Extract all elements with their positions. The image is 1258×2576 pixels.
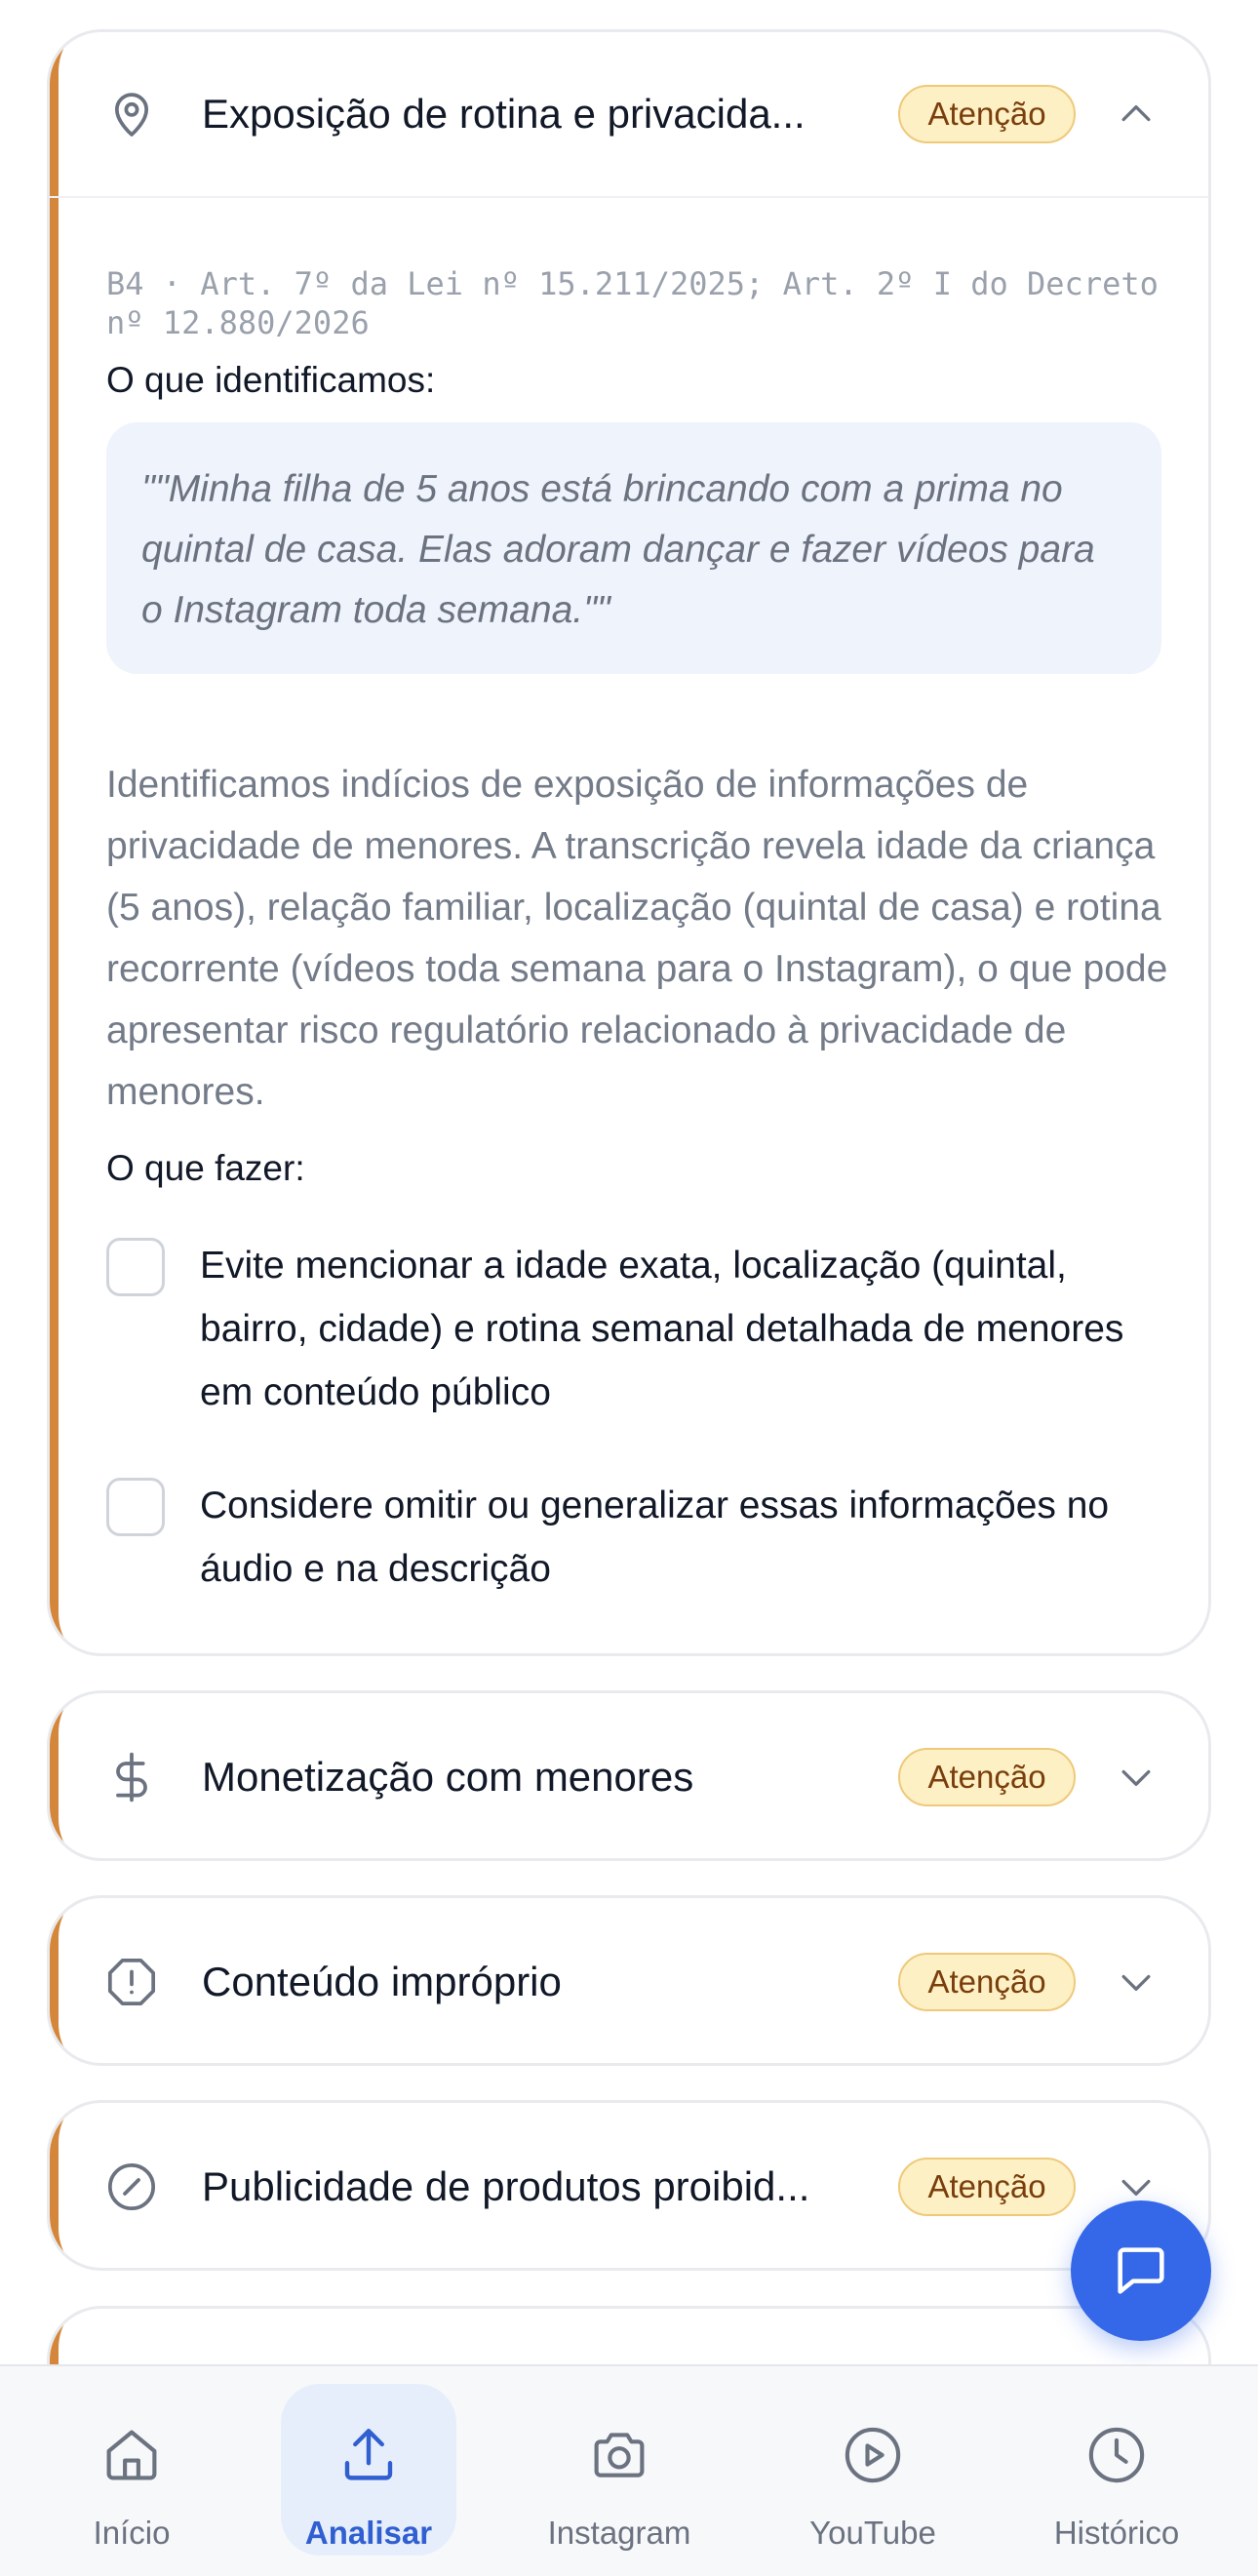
chevron-down-icon[interactable] [1115,1756,1158,1799]
finding-card-header[interactable] [50,32,1208,196]
finding-card-routine-privacy [47,29,1211,1656]
finding-title: Exposição de rotina e privacida... [202,91,806,137]
finding-description: Identificamos indícios de exposição de informações de privacidade de menores. A transcrição revela idade da criança (5 anos), relação familiar, localização (quintal de casa) e rotina recorrente (vídeos toda semana para o Instagram), o que pode apresentar risco regulatório relacionado à privacidade de menores. [106,764,1168,1113]
header-divider [50,196,1208,198]
bottom-nav [0,2364,1258,2576]
chat-fab-button[interactable] [1071,2200,1211,2341]
clock-icon [1084,2423,1149,2487]
todo-checkbox[interactable] [106,1238,165,1296]
finding-title: Monetização com menores [202,1754,694,1800]
finding-card-header[interactable] [50,1693,1208,1861]
todo-item [106,1234,1179,1429]
identified-label: O que identificamos: [106,360,436,400]
play-circle-icon [841,2423,905,2487]
severity-stripe [47,29,90,1656]
finding-card-inappropriate-content[interactable] [47,1895,1211,2066]
finding-card-partial[interactable] [47,2306,1211,2364]
todo-text: Considere omitir ou generalizar essas informações no áudio e na descrição [200,1485,1110,1590]
nav-label: Instagram [547,2515,691,2551]
upload-icon [336,2423,401,2487]
severity-stripe [47,2306,90,2364]
status-badge: Atenção [898,1748,1076,1806]
nav-label: Histórico [1053,2515,1180,2551]
transcript-quote: ""Minha filha de 5 anos está brincando com a prima no quintal de casa. Elas adoram dançar e fazer vídeos para o Instagram toda semana."" [106,422,1161,674]
nav-label: Início [93,2515,171,2551]
todo-item [106,1474,1179,1610]
finding-card-header[interactable] [50,1898,1208,2066]
legal-reference: B4 · Art. 7º da Lei nº 15.211/2025; Art. 2º I do Decreto nº 12.880/2026 [106,265,1159,341]
nav-item-inicio[interactable] [44,2384,219,2556]
dollar-icon [104,1750,159,1804]
home-icon [99,2423,164,2487]
status-badge: Atenção [898,1953,1076,2011]
alert-octagon-icon [104,1955,159,2009]
status-badge: Atenção [898,2158,1076,2216]
nav-item-analisar[interactable] [281,2384,456,2556]
todo-checkbox[interactable] [106,1478,165,1536]
nav-label: YouTube [809,2515,936,2551]
no-entry-icon [104,2160,159,2214]
finding-card-monetization[interactable] [47,1690,1211,1861]
status-badge: Atenção [898,85,1076,143]
nav-label: Analisar [304,2515,433,2551]
chevron-down-icon[interactable] [1115,1961,1158,2003]
todo-label: O que fazer: [106,1148,305,1188]
finding-card-header[interactable] [50,2103,1208,2271]
finding-title: Conteúdo impróprio [202,1959,562,2004]
finding-card-prohibited-ads[interactable] [47,2100,1211,2271]
nav-item-historico[interactable] [1029,2384,1204,2556]
finding-title: Publicidade de produtos proibid... [202,2163,810,2209]
chat-bubble-icon [1110,2239,1172,2302]
nav-item-instagram[interactable] [531,2384,707,2556]
location-pin-icon [104,87,159,141]
camera-icon [587,2423,651,2487]
chevron-up-icon[interactable] [1115,93,1158,136]
todo-text: Evite mencionar a idade exata, localização (quintal, bairro, cidade) e rotina semanal detalhada de menores em conteúdo público [200,1245,1124,1413]
nav-item-youtube[interactable] [785,2384,961,2556]
